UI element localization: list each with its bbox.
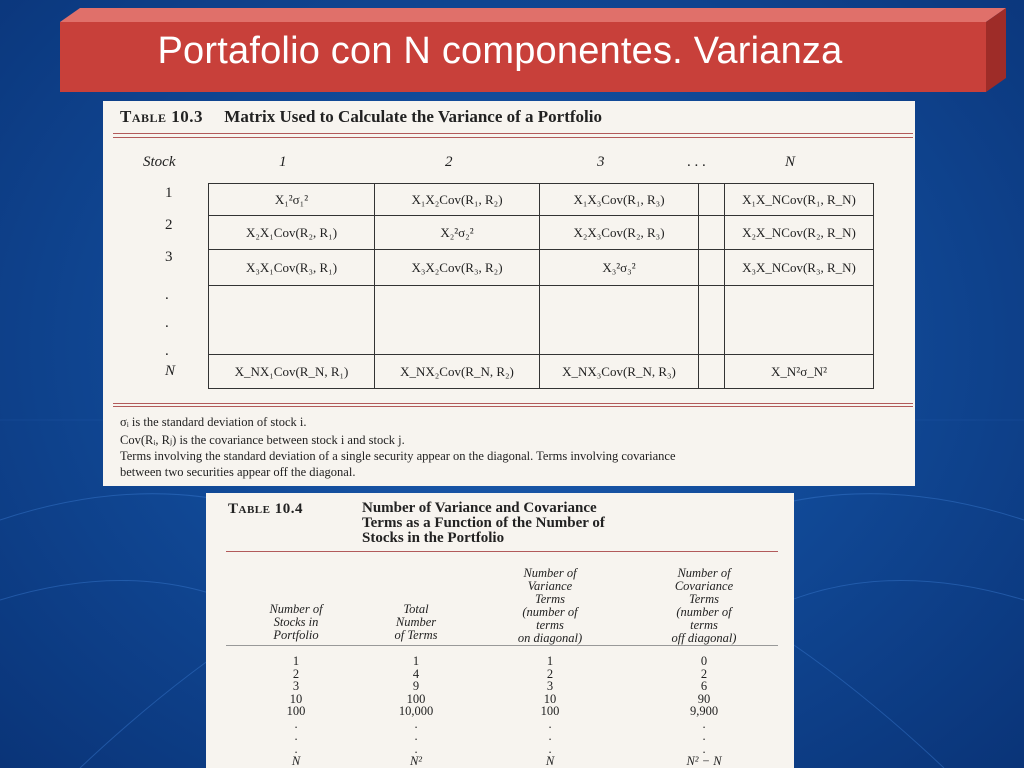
- table-cell: 2: [546, 666, 554, 681]
- matrix-cell-2-gap: [698, 215, 725, 250]
- header-line: Portfolio: [273, 628, 319, 642]
- table-note: between two securities appear off the diagonal.: [120, 465, 356, 479]
- matrix-cell-dots-gap: [698, 285, 725, 355]
- header-line: off diagonal): [671, 631, 737, 645]
- table-cell: N: [545, 754, 555, 768]
- table-cell: 6: [700, 679, 708, 693]
- table-note: Terms involving the standard deviation of a single security appear on the diagonal. Terms involving covariance: [120, 449, 676, 463]
- header-line: Number of: [269, 602, 323, 616]
- divider: [113, 406, 913, 407]
- table-cell: .: [294, 729, 298, 743]
- row-header-3: 3: [165, 249, 173, 265]
- header-line: Terms: [688, 592, 720, 606]
- stock-header: Stock: [143, 154, 176, 170]
- divider: [113, 137, 913, 138]
- matrix-cell-3-n: X₃X_NCov(R₃, R_N): [724, 249, 874, 286]
- table-10-3: [103, 101, 915, 486]
- header-stocks: [236, 603, 356, 642]
- table-cell: 3: [292, 679, 300, 693]
- table-cell: 0: [700, 654, 708, 668]
- table-note: σᵢ is the standard deviation of stock i.: [120, 415, 307, 429]
- col-header-3: 3: [597, 154, 605, 170]
- table-cell: 90: [697, 691, 711, 706]
- matrix-cell-n-3: X_NX₃Cov(R_N, R₃): [539, 354, 699, 389]
- matrix-cell-dots-1: [208, 285, 375, 355]
- col-header-n: N: [785, 154, 796, 170]
- col-stocks: [236, 655, 356, 768]
- header-line: (number of: [522, 605, 578, 619]
- header-line: terms: [690, 618, 718, 632]
- table-cell: N: [291, 754, 301, 768]
- table-cell: 4: [412, 666, 420, 681]
- title-line: Terms as a Function of the Number of: [362, 515, 605, 531]
- matrix-cell-dots-2: [374, 285, 540, 355]
- table-cell: 2: [292, 666, 300, 681]
- header-line: terms: [536, 618, 564, 632]
- col-covariance-terms: [644, 655, 764, 768]
- table-cell: 2: [700, 666, 708, 681]
- matrix-cell-2-1: X₂X₁Cov(R₂, R₁): [208, 215, 375, 250]
- row-header-n: N: [165, 363, 176, 379]
- header-line: Covariance: [674, 579, 734, 593]
- table-cell: .: [548, 741, 552, 756]
- table-cell: 100: [286, 704, 306, 718]
- table-cell: 100: [540, 704, 560, 718]
- col-total-terms: [366, 655, 466, 768]
- header-total-terms: [366, 603, 466, 642]
- table-cell: 1: [546, 654, 554, 668]
- matrix-cell-n-1: X_NX₁Cov(R_N, R₁): [208, 354, 375, 389]
- matrix-cell-1-2: X₁X₂Cov(R₁, R₂): [374, 183, 540, 216]
- table-cell: .: [294, 741, 298, 756]
- header-line: on diagonal): [517, 631, 583, 645]
- matrix-cell-n-gap: [698, 354, 725, 389]
- header-covariance-terms: [644, 567, 764, 645]
- divider: [113, 403, 913, 404]
- matrix-cell-1-3: X₁X₃Cov(R₁, R₃): [539, 183, 699, 216]
- matrix-cell-1-n: X₁X_NCov(R₁, R_N): [724, 183, 874, 216]
- row-header-dot: .: [165, 343, 169, 359]
- table-cell: 9,900: [689, 704, 719, 718]
- matrix-cell-1-gap: [698, 183, 725, 216]
- header-variance-terms: [490, 567, 610, 645]
- col-header-ellipsis: . . .: [687, 154, 706, 170]
- table-cell: 9: [412, 679, 420, 693]
- matrix-cell-dots-3: [539, 285, 699, 355]
- matrix-cell-2-3: X₂X₃Cov(R₂, R₃): [539, 215, 699, 250]
- header-line: Number: [395, 615, 437, 629]
- row-header-1: 1: [165, 185, 173, 201]
- table-cell: .: [548, 729, 552, 743]
- slide-title: Portafolio con N componentes. Varianza: [157, 30, 843, 72]
- header-line: (number of: [676, 605, 732, 619]
- header-line: Number of: [677, 566, 731, 580]
- table-cell: .: [702, 716, 706, 731]
- matrix-cell-3-2: X₃X₂Cov(R₃, R₂): [374, 249, 540, 286]
- table-cell: .: [414, 716, 418, 731]
- matrix-cell-1-1: X₁²σ₁²: [208, 183, 375, 216]
- table-10-3-title: Matrix Used to Calculate the Variance of a Portfolio: [224, 107, 602, 126]
- header-line: Total: [403, 602, 429, 616]
- matrix-cell-dots-n: [724, 285, 874, 355]
- header-line: Number of: [523, 566, 577, 580]
- table-10-4-label: Table 10.4: [228, 501, 303, 517]
- header-line: Terms: [534, 592, 566, 606]
- header-line: Stocks in: [273, 615, 319, 629]
- title-banner: [60, 8, 1006, 94]
- divider: [226, 551, 778, 552]
- col-header-1: 1: [279, 154, 287, 170]
- table-10-3-label: Table 10.3: [120, 107, 204, 126]
- row-header-2: 2: [165, 217, 173, 233]
- matrix-cell-2-2: X₂²σ₂²: [374, 215, 540, 250]
- table-cell: 3: [546, 679, 554, 693]
- col-header-2: 2: [445, 154, 453, 170]
- table-cell: 10: [289, 691, 303, 706]
- table-cell: 1: [412, 654, 420, 668]
- table-cell: .: [702, 741, 706, 756]
- col-variance-terms: [490, 655, 610, 768]
- table-cell: .: [414, 741, 418, 756]
- matrix-cell-2-n: X₂X_NCov(R₂, R_N): [724, 215, 874, 250]
- header-line: of Terms: [394, 628, 438, 642]
- row-header-dot: .: [165, 315, 169, 331]
- table-cell: 10,000: [398, 704, 434, 718]
- title-line: Number of Variance and Covariance: [362, 500, 597, 516]
- title-line: Stocks in the Portfolio: [362, 530, 505, 546]
- table-cell: N² − N: [686, 754, 722, 768]
- divider: [226, 645, 778, 646]
- row-header-dot: .: [165, 287, 169, 303]
- table-note: Cov(Rᵢ, Rⱼ) is the covariance between stock i and stock j.: [120, 433, 405, 447]
- table-cell: 10: [543, 691, 557, 706]
- table-cell: .: [548, 716, 552, 731]
- matrix-cell-3-gap: [698, 249, 725, 286]
- table-10-4: [206, 493, 794, 768]
- matrix-cell-3-3: X₃²σ₃²: [539, 249, 699, 286]
- table-cell: .: [294, 716, 298, 731]
- table-cell: N²: [409, 754, 423, 768]
- divider: [113, 133, 913, 134]
- header-line: Variance: [527, 579, 573, 593]
- table-cell: .: [414, 729, 418, 743]
- table-cell: .: [702, 729, 706, 743]
- table-cell: 1: [292, 654, 300, 668]
- table-10-4-title: [362, 501, 782, 546]
- matrix-cell-n-2: X_NX₂Cov(R_N, R₂): [374, 354, 540, 389]
- table-cell: 100: [406, 691, 426, 706]
- matrix-cell-3-1: X₃X₁Cov(R₃, R₁): [208, 249, 375, 286]
- table-10-3-caption: [120, 107, 602, 127]
- matrix-cell-n-n: X_N²σ_N²: [724, 354, 874, 389]
